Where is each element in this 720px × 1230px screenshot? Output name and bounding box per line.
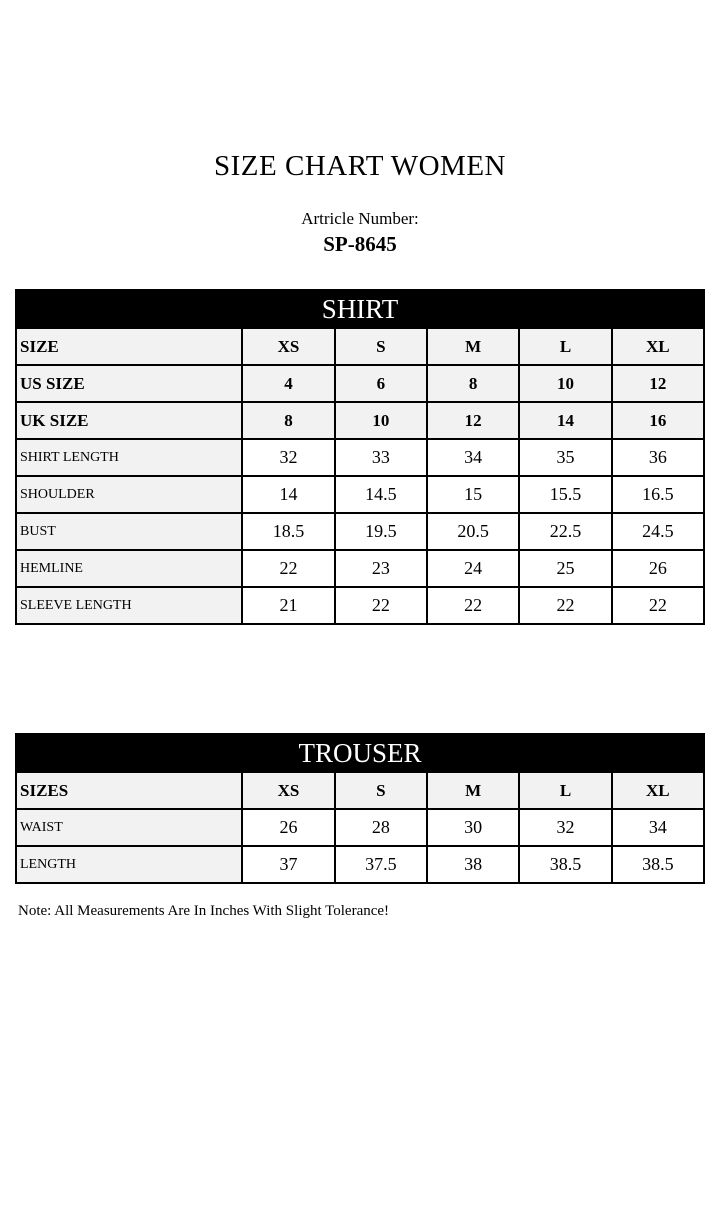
measurement-cell: 34 xyxy=(427,439,519,476)
table-row xyxy=(16,402,704,439)
trouser-table-caption: TROUSER xyxy=(16,734,704,772)
measurement-cell: 19.5 xyxy=(335,513,427,550)
table-row xyxy=(16,809,704,846)
table-caption-row xyxy=(16,734,704,772)
measurement-cell: 32 xyxy=(242,439,334,476)
measurement-cell: 14 xyxy=(242,476,334,513)
measurement-cell: 25 xyxy=(519,550,611,587)
measurement-cell: 23 xyxy=(335,550,427,587)
table-row xyxy=(16,550,704,587)
measurement-cell: 36 xyxy=(612,439,704,476)
table-row xyxy=(16,772,704,809)
measurement-cell: 22.5 xyxy=(519,513,611,550)
size-cell: S xyxy=(335,772,427,809)
measurement-cell: 20.5 xyxy=(427,513,519,550)
row-label: LENGTH xyxy=(16,846,242,883)
table-row xyxy=(16,365,704,402)
measurement-cell: 22 xyxy=(612,587,704,624)
article-number-value: SP-8645 xyxy=(323,232,397,256)
size-cell: 8 xyxy=(427,365,519,402)
measurement-cell: 38.5 xyxy=(612,846,704,883)
row-label: SHIRT LENGTH xyxy=(16,439,242,476)
row-label: WAIST xyxy=(16,809,242,846)
size-cell: XL xyxy=(612,328,704,365)
measurement-cell: 33 xyxy=(335,439,427,476)
row-label: SHOULDER xyxy=(16,476,242,513)
size-cell: 12 xyxy=(612,365,704,402)
size-cell: 12 xyxy=(427,402,519,439)
measurement-cell: 32 xyxy=(519,809,611,846)
measurement-cell: 38 xyxy=(427,846,519,883)
article-number-label: Artricle Number: xyxy=(301,209,419,228)
shirt-table-caption: SHIRT xyxy=(16,290,704,328)
measurement-cell: 37.5 xyxy=(335,846,427,883)
size-cell: 14 xyxy=(519,402,611,439)
measurement-cell: 26 xyxy=(242,809,334,846)
measurement-cell: 24.5 xyxy=(612,513,704,550)
measurement-cell: 37 xyxy=(242,846,334,883)
measurement-cell: 16.5 xyxy=(612,476,704,513)
size-cell: 8 xyxy=(242,402,334,439)
measurement-cell: 34 xyxy=(612,809,704,846)
measurement-cell: 15 xyxy=(427,476,519,513)
row-label: UK SIZE xyxy=(16,402,242,439)
size-cell: XL xyxy=(612,772,704,809)
size-cell: 4 xyxy=(242,365,334,402)
row-label: HEMLINE xyxy=(16,550,242,587)
size-cell: L xyxy=(519,328,611,365)
measurement-cell: 24 xyxy=(427,550,519,587)
measurement-cell: 22 xyxy=(242,550,334,587)
measurement-cell: 14.5 xyxy=(335,476,427,513)
table-row xyxy=(16,587,704,624)
measurement-cell: 30 xyxy=(427,809,519,846)
shirt-size-table xyxy=(15,289,705,625)
row-label: SIZES xyxy=(16,772,242,809)
row-label: SLEEVE LENGTH xyxy=(16,587,242,624)
size-cell: 10 xyxy=(519,365,611,402)
row-label: US SIZE xyxy=(16,365,242,402)
size-cell: L xyxy=(519,772,611,809)
measurement-cell: 22 xyxy=(427,587,519,624)
size-cell: M xyxy=(427,328,519,365)
size-cell: 10 xyxy=(335,402,427,439)
size-cell: M xyxy=(427,772,519,809)
row-label: BUST xyxy=(16,513,242,550)
page-title: SIZE CHART WOMEN xyxy=(214,150,506,182)
measurement-cell: 22 xyxy=(519,587,611,624)
measurement-cell: 26 xyxy=(612,550,704,587)
table-row xyxy=(16,513,704,550)
measurement-cell: 35 xyxy=(519,439,611,476)
table-caption-row xyxy=(16,290,704,328)
measurement-cell: 28 xyxy=(335,809,427,846)
measurement-cell: 21 xyxy=(242,587,334,624)
size-cell: 16 xyxy=(612,402,704,439)
table-row xyxy=(16,846,704,883)
table-row xyxy=(16,328,704,365)
measurement-note: Note: All Measurements Are In Inches With Slight Tolerance! xyxy=(18,903,390,919)
table-row xyxy=(16,476,704,513)
size-cell: XS xyxy=(242,772,334,809)
size-cell: S xyxy=(335,328,427,365)
measurement-cell: 22 xyxy=(335,587,427,624)
table-row xyxy=(16,439,704,476)
measurement-cell: 18.5 xyxy=(242,513,334,550)
trouser-size-table xyxy=(15,733,705,884)
size-cell: 6 xyxy=(335,365,427,402)
measurement-cell: 15.5 xyxy=(519,476,611,513)
size-cell: XS xyxy=(242,328,334,365)
row-label: SIZE xyxy=(16,328,242,365)
measurement-cell: 38.5 xyxy=(519,846,611,883)
